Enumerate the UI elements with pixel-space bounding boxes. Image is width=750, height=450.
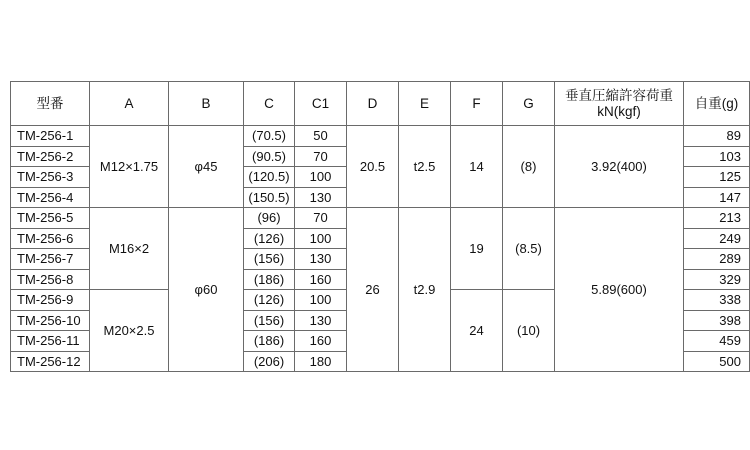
weight-cell: 329 [684,269,750,290]
header-c1: C1 [295,82,347,126]
weight-cell: 213 [684,208,750,229]
model-cell: TM-256-1 [11,126,90,147]
model-cell: TM-256-2 [11,146,90,167]
header-e: E [399,82,451,126]
load-cell: 3.92(400) [555,126,684,208]
weight-cell: 89 [684,126,750,147]
model-cell: TM-256-10 [11,310,90,331]
c-cell: (156) [244,310,295,331]
model-cell: TM-256-5 [11,208,90,229]
c-cell: (150.5) [244,187,295,208]
f-cell: 14 [451,126,503,208]
g-cell: (10) [503,290,555,372]
weight-cell: 459 [684,331,750,352]
header-f: F [451,82,503,126]
header-load-title: 垂直圧縮許容荷重 [565,87,673,103]
a-cell: M12×1.75 [90,126,169,208]
f-cell: 19 [451,208,503,290]
c1-cell: 130 [295,249,347,270]
model-cell: TM-256-9 [11,290,90,311]
weight-cell: 500 [684,351,750,372]
c1-cell: 70 [295,208,347,229]
header-c: C [244,82,295,126]
table-row [11,208,750,229]
d-cell: 26 [347,208,399,372]
e-cell: t2.5 [399,126,451,208]
table-row [11,126,750,147]
c-cell: (186) [244,331,295,352]
header-load [555,82,684,126]
c1-cell: 100 [295,228,347,249]
b-cell: φ60 [169,208,244,372]
weight-cell: 249 [684,228,750,249]
a-cell: M16×2 [90,208,169,290]
model-cell: TM-256-7 [11,249,90,270]
weight-cell: 147 [684,187,750,208]
c1-cell: 100 [295,290,347,311]
spec-table-body [11,82,750,372]
b-cell: φ45 [169,126,244,208]
a-cell: M20×2.5 [90,290,169,372]
model-cell: TM-256-3 [11,167,90,188]
header-b: B [169,82,244,126]
c1-cell: 50 [295,126,347,147]
c1-cell: 160 [295,331,347,352]
c1-cell: 70 [295,146,347,167]
model-cell: TM-256-4 [11,187,90,208]
c1-cell: 130 [295,187,347,208]
c-cell: (126) [244,228,295,249]
weight-cell: 398 [684,310,750,331]
c-cell: (96) [244,208,295,229]
weight-cell: 103 [684,146,750,167]
g-cell: (8.5) [503,208,555,290]
c-cell: (156) [244,249,295,270]
header-d: D [347,82,399,126]
c-cell: (120.5) [244,167,295,188]
c1-cell: 180 [295,351,347,372]
c1-cell: 130 [295,310,347,331]
weight-cell: 289 [684,249,750,270]
c-cell: (206) [244,351,295,372]
c-cell: (70.5) [244,126,295,147]
e-cell: t2.9 [399,208,451,372]
d-cell: 20.5 [347,126,399,208]
c1-cell: 160 [295,269,347,290]
c-cell: (90.5) [244,146,295,167]
load-cell: 5.89(600) [555,208,684,372]
header-row [11,82,750,126]
header-a: A [90,82,169,126]
model-cell: TM-256-12 [11,351,90,372]
f-cell: 24 [451,290,503,372]
spec-table [10,81,750,372]
model-cell: TM-256-11 [11,331,90,352]
g-cell: (8) [503,126,555,208]
model-cell: TM-256-6 [11,228,90,249]
model-cell: TM-256-8 [11,269,90,290]
c1-cell: 100 [295,167,347,188]
weight-cell: 338 [684,290,750,311]
c-cell: (186) [244,269,295,290]
header-model: 型番 [11,82,90,126]
header-weight: 自重(g) [684,82,750,126]
header-load-unit: kN(kgf) [597,103,641,119]
weight-cell: 125 [684,167,750,188]
header-g: G [503,82,555,126]
c-cell: (126) [244,290,295,311]
